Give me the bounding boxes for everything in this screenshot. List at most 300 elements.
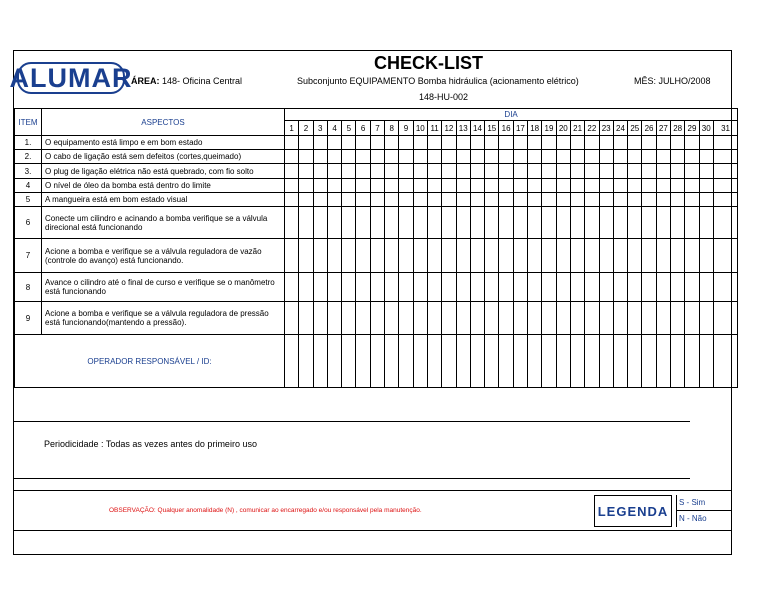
check-cell[interactable] bbox=[642, 207, 656, 239]
check-cell[interactable] bbox=[370, 193, 384, 207]
check-cell[interactable] bbox=[671, 179, 685, 193]
check-cell[interactable] bbox=[642, 179, 656, 193]
operator-signature-cell[interactable] bbox=[713, 335, 737, 388]
check-cell[interactable] bbox=[613, 207, 627, 239]
check-cell[interactable] bbox=[470, 273, 484, 302]
check-cell[interactable] bbox=[370, 150, 384, 164]
check-cell[interactable] bbox=[685, 164, 699, 179]
check-cell[interactable] bbox=[399, 179, 413, 193]
operator-signature-cell[interactable] bbox=[413, 335, 427, 388]
check-cell[interactable] bbox=[713, 302, 737, 335]
check-cell[interactable] bbox=[399, 150, 413, 164]
check-cell[interactable] bbox=[642, 193, 656, 207]
check-cell[interactable] bbox=[642, 136, 656, 150]
check-cell[interactable] bbox=[528, 273, 542, 302]
check-cell[interactable] bbox=[313, 179, 327, 193]
check-cell[interactable] bbox=[356, 239, 370, 273]
check-cell[interactable] bbox=[556, 239, 570, 273]
check-cell[interactable] bbox=[485, 136, 499, 150]
check-cell[interactable] bbox=[599, 302, 613, 335]
operator-signature-cell[interactable] bbox=[613, 335, 627, 388]
check-cell[interactable] bbox=[470, 164, 484, 179]
check-cell[interactable] bbox=[599, 239, 613, 273]
check-cell[interactable] bbox=[628, 239, 642, 273]
check-cell[interactable] bbox=[356, 273, 370, 302]
operator-signature-cell[interactable] bbox=[699, 335, 713, 388]
check-cell[interactable] bbox=[685, 239, 699, 273]
check-cell[interactable] bbox=[599, 179, 613, 193]
check-cell[interactable] bbox=[342, 239, 356, 273]
check-cell[interactable] bbox=[656, 302, 670, 335]
check-cell[interactable] bbox=[299, 193, 313, 207]
check-cell[interactable] bbox=[442, 193, 456, 207]
check-cell[interactable] bbox=[342, 136, 356, 150]
check-cell[interactable] bbox=[485, 164, 499, 179]
check-cell[interactable] bbox=[699, 273, 713, 302]
check-cell[interactable] bbox=[413, 179, 427, 193]
operator-signature-cell[interactable] bbox=[671, 335, 685, 388]
check-cell[interactable] bbox=[613, 239, 627, 273]
check-cell[interactable] bbox=[313, 302, 327, 335]
check-cell[interactable] bbox=[427, 150, 441, 164]
check-cell[interactable] bbox=[628, 164, 642, 179]
check-cell[interactable] bbox=[470, 302, 484, 335]
operator-signature-cell[interactable] bbox=[470, 335, 484, 388]
check-cell[interactable] bbox=[456, 150, 470, 164]
check-cell[interactable] bbox=[327, 273, 341, 302]
check-cell[interactable] bbox=[427, 164, 441, 179]
check-cell[interactable] bbox=[427, 302, 441, 335]
operator-signature-cell[interactable] bbox=[385, 335, 399, 388]
operator-signature-cell[interactable] bbox=[628, 335, 642, 388]
check-cell[interactable] bbox=[556, 164, 570, 179]
check-cell[interactable] bbox=[699, 164, 713, 179]
check-cell[interactable] bbox=[385, 136, 399, 150]
check-cell[interactable] bbox=[427, 193, 441, 207]
check-cell[interactable] bbox=[499, 164, 513, 179]
check-cell[interactable] bbox=[556, 150, 570, 164]
check-cell[interactable] bbox=[599, 207, 613, 239]
check-cell[interactable] bbox=[313, 273, 327, 302]
check-cell[interactable] bbox=[499, 179, 513, 193]
check-cell[interactable] bbox=[499, 302, 513, 335]
check-cell[interactable] bbox=[499, 239, 513, 273]
check-cell[interactable] bbox=[713, 273, 737, 302]
check-cell[interactable] bbox=[528, 207, 542, 239]
check-cell[interactable] bbox=[642, 302, 656, 335]
check-cell[interactable] bbox=[470, 179, 484, 193]
check-cell[interactable] bbox=[456, 193, 470, 207]
check-cell[interactable] bbox=[499, 193, 513, 207]
check-cell[interactable] bbox=[327, 150, 341, 164]
check-cell[interactable] bbox=[442, 302, 456, 335]
check-cell[interactable] bbox=[427, 179, 441, 193]
check-cell[interactable] bbox=[456, 207, 470, 239]
check-cell[interactable] bbox=[342, 164, 356, 179]
check-cell[interactable] bbox=[413, 193, 427, 207]
check-cell[interactable] bbox=[585, 179, 599, 193]
check-cell[interactable] bbox=[313, 207, 327, 239]
check-cell[interactable] bbox=[528, 239, 542, 273]
check-cell[interactable] bbox=[642, 150, 656, 164]
check-cell[interactable] bbox=[542, 150, 556, 164]
operator-signature-cell[interactable] bbox=[585, 335, 599, 388]
check-cell[interactable] bbox=[671, 302, 685, 335]
check-cell[interactable] bbox=[399, 207, 413, 239]
check-cell[interactable] bbox=[685, 302, 699, 335]
check-cell[interactable] bbox=[342, 179, 356, 193]
check-cell[interactable] bbox=[356, 150, 370, 164]
check-cell[interactable] bbox=[370, 207, 384, 239]
operator-signature-cell[interactable] bbox=[642, 335, 656, 388]
check-cell[interactable] bbox=[613, 150, 627, 164]
check-cell[interactable] bbox=[485, 239, 499, 273]
check-cell[interactable] bbox=[556, 302, 570, 335]
operator-signature-cell[interactable] bbox=[542, 335, 556, 388]
check-cell[interactable] bbox=[542, 273, 556, 302]
check-cell[interactable] bbox=[442, 136, 456, 150]
operator-signature-cell[interactable] bbox=[313, 335, 327, 388]
operator-signature-cell[interactable] bbox=[356, 335, 370, 388]
check-cell[interactable] bbox=[556, 179, 570, 193]
check-cell[interactable] bbox=[356, 207, 370, 239]
check-cell[interactable] bbox=[542, 136, 556, 150]
check-cell[interactable] bbox=[385, 150, 399, 164]
check-cell[interactable] bbox=[313, 150, 327, 164]
check-cell[interactable] bbox=[685, 273, 699, 302]
check-cell[interactable] bbox=[327, 179, 341, 193]
check-cell[interactable] bbox=[599, 193, 613, 207]
check-cell[interactable] bbox=[599, 136, 613, 150]
check-cell[interactable] bbox=[713, 164, 737, 179]
check-cell[interactable] bbox=[685, 150, 699, 164]
operator-signature-cell[interactable] bbox=[656, 335, 670, 388]
operator-signature-cell[interactable] bbox=[528, 335, 542, 388]
operator-signature-cell[interactable] bbox=[342, 335, 356, 388]
check-cell[interactable] bbox=[699, 150, 713, 164]
check-cell[interactable] bbox=[442, 164, 456, 179]
check-cell[interactable] bbox=[413, 150, 427, 164]
check-cell[interactable] bbox=[685, 193, 699, 207]
check-cell[interactable] bbox=[456, 179, 470, 193]
check-cell[interactable] bbox=[656, 273, 670, 302]
check-cell[interactable] bbox=[456, 273, 470, 302]
check-cell[interactable] bbox=[456, 164, 470, 179]
check-cell[interactable] bbox=[570, 239, 584, 273]
check-cell[interactable] bbox=[456, 302, 470, 335]
check-cell[interactable] bbox=[628, 150, 642, 164]
check-cell[interactable] bbox=[656, 193, 670, 207]
check-cell[interactable] bbox=[285, 239, 299, 273]
check-cell[interactable] bbox=[671, 239, 685, 273]
check-cell[interactable] bbox=[585, 273, 599, 302]
check-cell[interactable] bbox=[313, 164, 327, 179]
check-cell[interactable] bbox=[613, 179, 627, 193]
check-cell[interactable] bbox=[399, 164, 413, 179]
operator-signature-cell[interactable] bbox=[556, 335, 570, 388]
operator-signature-cell[interactable] bbox=[327, 335, 341, 388]
check-cell[interactable] bbox=[442, 207, 456, 239]
check-cell[interactable] bbox=[599, 150, 613, 164]
check-cell[interactable] bbox=[413, 207, 427, 239]
operator-signature-cell[interactable] bbox=[513, 335, 527, 388]
check-cell[interactable] bbox=[528, 179, 542, 193]
check-cell[interactable] bbox=[671, 193, 685, 207]
check-cell[interactable] bbox=[585, 193, 599, 207]
check-cell[interactable] bbox=[485, 302, 499, 335]
check-cell[interactable] bbox=[528, 150, 542, 164]
check-cell[interactable] bbox=[313, 136, 327, 150]
check-cell[interactable] bbox=[656, 164, 670, 179]
check-cell[interactable] bbox=[385, 273, 399, 302]
check-cell[interactable] bbox=[285, 302, 299, 335]
check-cell[interactable] bbox=[370, 302, 384, 335]
check-cell[interactable] bbox=[370, 179, 384, 193]
check-cell[interactable] bbox=[513, 179, 527, 193]
check-cell[interactable] bbox=[542, 193, 556, 207]
check-cell[interactable] bbox=[713, 239, 737, 273]
operator-signature-cell[interactable] bbox=[399, 335, 413, 388]
check-cell[interactable] bbox=[613, 136, 627, 150]
check-cell[interactable] bbox=[585, 136, 599, 150]
check-cell[interactable] bbox=[585, 207, 599, 239]
check-cell[interactable] bbox=[513, 164, 527, 179]
check-cell[interactable] bbox=[628, 273, 642, 302]
check-cell[interactable] bbox=[356, 136, 370, 150]
check-cell[interactable] bbox=[299, 302, 313, 335]
check-cell[interactable] bbox=[656, 207, 670, 239]
check-cell[interactable] bbox=[342, 150, 356, 164]
check-cell[interactable] bbox=[570, 179, 584, 193]
check-cell[interactable] bbox=[570, 164, 584, 179]
operator-signature-cell[interactable] bbox=[456, 335, 470, 388]
check-cell[interactable] bbox=[513, 136, 527, 150]
check-cell[interactable] bbox=[713, 193, 737, 207]
check-cell[interactable] bbox=[585, 150, 599, 164]
operator-signature-cell[interactable] bbox=[685, 335, 699, 388]
check-cell[interactable] bbox=[485, 193, 499, 207]
check-cell[interactable] bbox=[513, 150, 527, 164]
check-cell[interactable] bbox=[713, 150, 737, 164]
check-cell[interactable] bbox=[427, 239, 441, 273]
check-cell[interactable] bbox=[299, 164, 313, 179]
check-cell[interactable] bbox=[285, 150, 299, 164]
check-cell[interactable] bbox=[656, 136, 670, 150]
check-cell[interactable] bbox=[285, 136, 299, 150]
check-cell[interactable] bbox=[313, 193, 327, 207]
check-cell[interactable] bbox=[485, 207, 499, 239]
check-cell[interactable] bbox=[327, 302, 341, 335]
check-cell[interactable] bbox=[327, 193, 341, 207]
check-cell[interactable] bbox=[356, 164, 370, 179]
check-cell[interactable] bbox=[513, 193, 527, 207]
check-cell[interactable] bbox=[385, 302, 399, 335]
check-cell[interactable] bbox=[313, 239, 327, 273]
check-cell[interactable] bbox=[613, 302, 627, 335]
check-cell[interactable] bbox=[656, 179, 670, 193]
check-cell[interactable] bbox=[413, 273, 427, 302]
check-cell[interactable] bbox=[685, 179, 699, 193]
check-cell[interactable] bbox=[385, 239, 399, 273]
check-cell[interactable] bbox=[542, 239, 556, 273]
check-cell[interactable] bbox=[413, 136, 427, 150]
check-cell[interactable] bbox=[613, 164, 627, 179]
check-cell[interactable] bbox=[413, 302, 427, 335]
check-cell[interactable] bbox=[499, 136, 513, 150]
check-cell[interactable] bbox=[413, 239, 427, 273]
check-cell[interactable] bbox=[342, 273, 356, 302]
check-cell[interactable] bbox=[299, 179, 313, 193]
check-cell[interactable] bbox=[342, 302, 356, 335]
check-cell[interactable] bbox=[556, 136, 570, 150]
operator-signature-cell[interactable] bbox=[299, 335, 313, 388]
check-cell[interactable] bbox=[685, 207, 699, 239]
check-cell[interactable] bbox=[342, 207, 356, 239]
operator-signature-cell[interactable] bbox=[570, 335, 584, 388]
check-cell[interactable] bbox=[370, 239, 384, 273]
check-cell[interactable] bbox=[327, 207, 341, 239]
operator-signature-cell[interactable] bbox=[370, 335, 384, 388]
check-cell[interactable] bbox=[285, 193, 299, 207]
check-cell[interactable] bbox=[685, 136, 699, 150]
check-cell[interactable] bbox=[570, 302, 584, 335]
check-cell[interactable] bbox=[356, 179, 370, 193]
check-cell[interactable] bbox=[585, 302, 599, 335]
check-cell[interactable] bbox=[613, 193, 627, 207]
check-cell[interactable] bbox=[427, 207, 441, 239]
check-cell[interactable] bbox=[399, 193, 413, 207]
check-cell[interactable] bbox=[499, 150, 513, 164]
check-cell[interactable] bbox=[671, 207, 685, 239]
check-cell[interactable] bbox=[570, 273, 584, 302]
check-cell[interactable] bbox=[713, 179, 737, 193]
check-cell[interactable] bbox=[556, 273, 570, 302]
check-cell[interactable] bbox=[542, 164, 556, 179]
check-cell[interactable] bbox=[513, 273, 527, 302]
check-cell[interactable] bbox=[385, 207, 399, 239]
check-cell[interactable] bbox=[399, 302, 413, 335]
check-cell[interactable] bbox=[399, 136, 413, 150]
check-cell[interactable] bbox=[713, 136, 737, 150]
check-cell[interactable] bbox=[570, 207, 584, 239]
check-cell[interactable] bbox=[427, 273, 441, 302]
check-cell[interactable] bbox=[299, 150, 313, 164]
check-cell[interactable] bbox=[442, 239, 456, 273]
check-cell[interactable] bbox=[456, 136, 470, 150]
operator-signature-cell[interactable] bbox=[499, 335, 513, 388]
check-cell[interactable] bbox=[699, 179, 713, 193]
check-cell[interactable] bbox=[628, 136, 642, 150]
check-cell[interactable] bbox=[613, 273, 627, 302]
check-cell[interactable] bbox=[585, 164, 599, 179]
check-cell[interactable] bbox=[470, 239, 484, 273]
check-cell[interactable] bbox=[399, 273, 413, 302]
check-cell[interactable] bbox=[542, 302, 556, 335]
check-cell[interactable] bbox=[370, 273, 384, 302]
check-cell[interactable] bbox=[513, 207, 527, 239]
check-cell[interactable] bbox=[570, 193, 584, 207]
check-cell[interactable] bbox=[499, 207, 513, 239]
check-cell[interactable] bbox=[442, 273, 456, 302]
check-cell[interactable] bbox=[456, 239, 470, 273]
check-cell[interactable] bbox=[485, 273, 499, 302]
check-cell[interactable] bbox=[528, 302, 542, 335]
check-cell[interactable] bbox=[413, 164, 427, 179]
check-cell[interactable] bbox=[385, 164, 399, 179]
check-cell[interactable] bbox=[327, 164, 341, 179]
check-cell[interactable] bbox=[285, 207, 299, 239]
check-cell[interactable] bbox=[528, 193, 542, 207]
check-cell[interactable] bbox=[285, 273, 299, 302]
check-cell[interactable] bbox=[699, 207, 713, 239]
check-cell[interactable] bbox=[470, 136, 484, 150]
check-cell[interactable] bbox=[470, 150, 484, 164]
check-cell[interactable] bbox=[513, 302, 527, 335]
check-cell[interactable] bbox=[356, 193, 370, 207]
check-cell[interactable] bbox=[556, 193, 570, 207]
check-cell[interactable] bbox=[585, 239, 599, 273]
check-cell[interactable] bbox=[385, 193, 399, 207]
check-cell[interactable] bbox=[671, 273, 685, 302]
check-cell[interactable] bbox=[656, 150, 670, 164]
check-cell[interactable] bbox=[342, 193, 356, 207]
check-cell[interactable] bbox=[470, 207, 484, 239]
check-cell[interactable] bbox=[485, 179, 499, 193]
check-cell[interactable] bbox=[671, 136, 685, 150]
check-cell[interactable] bbox=[628, 179, 642, 193]
check-cell[interactable] bbox=[642, 164, 656, 179]
check-cell[interactable] bbox=[699, 193, 713, 207]
check-cell[interactable] bbox=[299, 239, 313, 273]
operator-signature-cell[interactable] bbox=[427, 335, 441, 388]
operator-signature-cell[interactable] bbox=[599, 335, 613, 388]
check-cell[interactable] bbox=[299, 273, 313, 302]
check-cell[interactable] bbox=[513, 239, 527, 273]
check-cell[interactable] bbox=[699, 136, 713, 150]
check-cell[interactable] bbox=[299, 136, 313, 150]
check-cell[interactable] bbox=[528, 164, 542, 179]
check-cell[interactable] bbox=[542, 207, 556, 239]
check-cell[interactable] bbox=[470, 193, 484, 207]
check-cell[interactable] bbox=[327, 136, 341, 150]
check-cell[interactable] bbox=[570, 136, 584, 150]
check-cell[interactable] bbox=[370, 164, 384, 179]
check-cell[interactable] bbox=[556, 207, 570, 239]
check-cell[interactable] bbox=[642, 273, 656, 302]
check-cell[interactable] bbox=[442, 179, 456, 193]
check-cell[interactable] bbox=[299, 207, 313, 239]
operator-signature-cell[interactable] bbox=[485, 335, 499, 388]
check-cell[interactable] bbox=[628, 302, 642, 335]
check-cell[interactable] bbox=[485, 150, 499, 164]
check-cell[interactable] bbox=[385, 179, 399, 193]
check-cell[interactable] bbox=[442, 150, 456, 164]
check-cell[interactable] bbox=[285, 179, 299, 193]
check-cell[interactable] bbox=[285, 164, 299, 179]
check-cell[interactable] bbox=[570, 150, 584, 164]
check-cell[interactable] bbox=[370, 136, 384, 150]
check-cell[interactable] bbox=[642, 239, 656, 273]
check-cell[interactable] bbox=[699, 239, 713, 273]
operator-signature-cell[interactable] bbox=[285, 335, 299, 388]
check-cell[interactable] bbox=[671, 150, 685, 164]
check-cell[interactable] bbox=[599, 164, 613, 179]
check-cell[interactable] bbox=[671, 164, 685, 179]
check-cell[interactable] bbox=[628, 193, 642, 207]
check-cell[interactable] bbox=[542, 179, 556, 193]
check-cell[interactable] bbox=[599, 273, 613, 302]
check-cell[interactable] bbox=[713, 207, 737, 239]
